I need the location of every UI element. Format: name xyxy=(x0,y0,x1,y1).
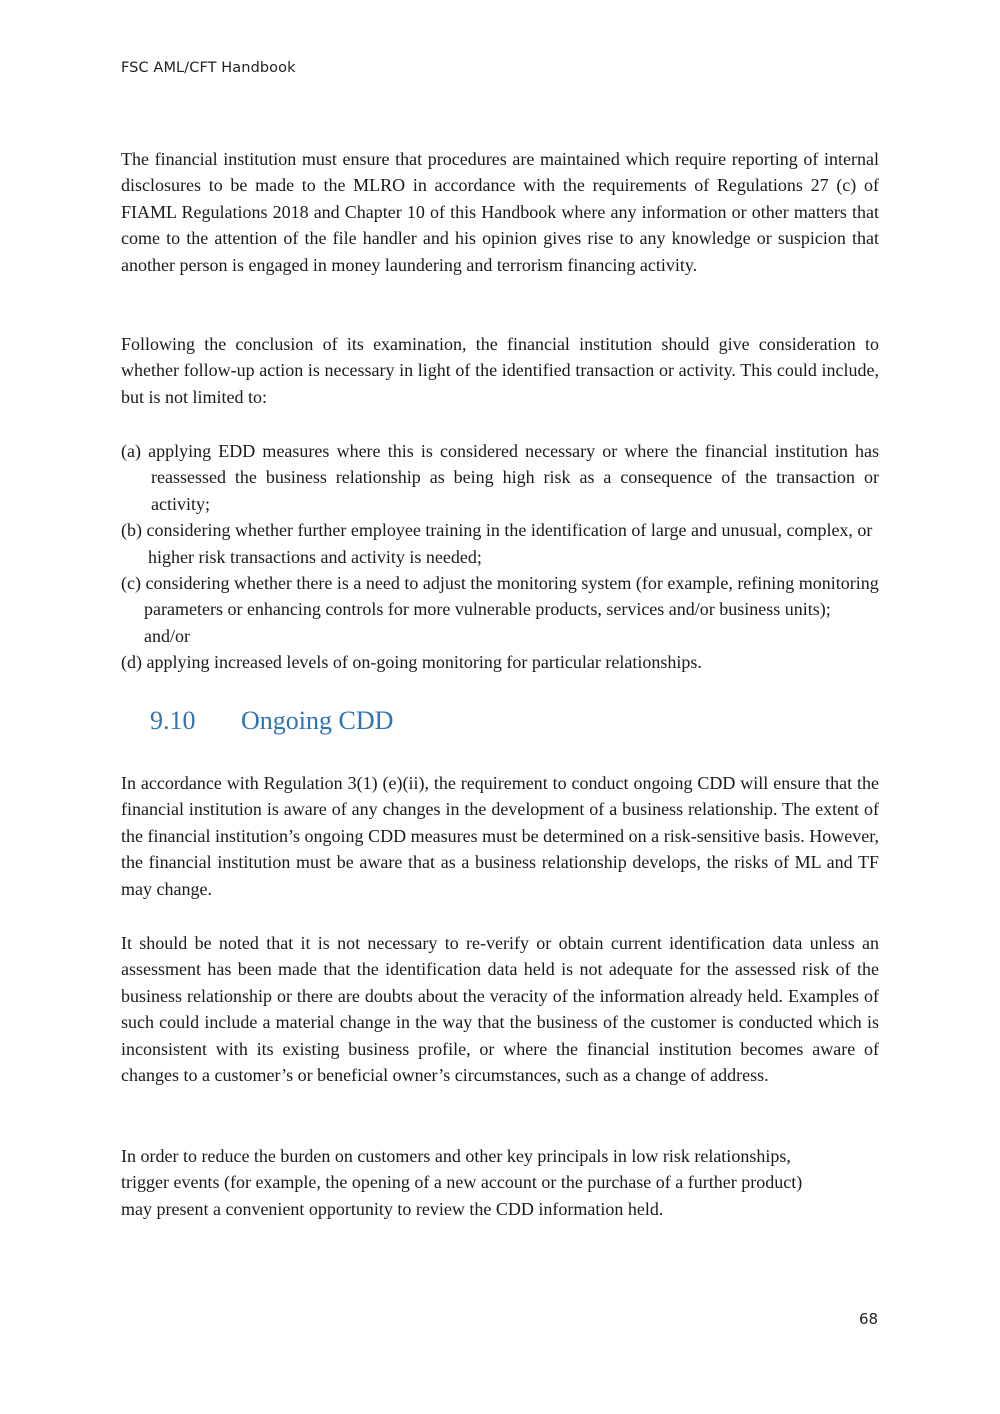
list-item: (b) considering whether further employee training in the identification of large and unusual, complex, or higher risk transactions and activity is needed; xyxy=(121,520,873,567)
paragraph-line: trigger events (for example, the opening of a new account or the purchase of a further product) xyxy=(121,1172,803,1193)
page-number: 68 xyxy=(859,1310,879,1328)
section-title: Ongoing CDD xyxy=(241,706,394,735)
section-number: 9.10 xyxy=(150,706,196,735)
paragraph-line: may present a convenient opportunity to review the CDD information held. xyxy=(121,1198,664,1219)
paragraph-trigger-events xyxy=(121,1143,879,1222)
paragraph-re-verification: It should be noted that it is not necessary to re-verify or obtain current identification data unless an assessment has been made that the identification data held is not adequate for the assessed risk of the business relationship or there are doubts about the veracity of the information already held. Examples of such could include a material change in the way that the business of the customer is conducted which is inconsistent with its existing business profile, or where the financial institution becomes aware of changes to a customer’s or beneficial owner’s circumstances, such as a change of address. xyxy=(121,933,879,1086)
paragraph-ongoing-cdd: In accordance with Regulation 3(1) (e)(ii), the requirement to conduct ongoing CDD will ensure that the financial institution is aware of any changes in the development of a business relationship. The extent of the financial institution’s ongoing CDD measures must be determined on a risk-sensitive basis. However, the financial institution must be aware that as a business relationship develops, the risks of ML and TF may change. xyxy=(121,773,879,899)
list-item: (d) applying increased levels of on-going monitoring for particular relationships. xyxy=(121,652,702,673)
list-item: (c) considering whether there is a need to adjust the monitoring system (for example, refining monitoring parameters or enhancing controls for more vulnerable products, services and/or business units); and/or xyxy=(121,573,879,646)
running-header: FSC AML/CFT Handbook xyxy=(121,60,296,76)
follow-up-actions-list xyxy=(121,438,879,676)
list-item: (a) applying EDD measures where this is considered necessary or where the financial institution has reassessed the business relationship as being high risk as a consequence of the transaction or activity; xyxy=(121,441,879,514)
paragraph-follow-up-action: Following the conclusion of its examination, the financial institution should give consideration to whether follow-up action is necessary in light of the identified transaction or activity. This could include, but is not limited to: xyxy=(121,334,879,407)
section-heading xyxy=(150,706,393,736)
paragraph-internal-disclosures: The financial institution must ensure that procedures are maintained which require reporting of internal disclosures to be made to the MLRO in accordance with the requirements of Regulations 27 (c) of FIAML Regulations 2018 and Chapter 10 of this Handbook where any information or other matters that come to the attention of the file handler and his opinion gives rise to any knowledge or suspicion that another person is engaged in money laundering and terrorism financing activity. xyxy=(121,149,879,275)
paragraph-line: In order to reduce the burden on customers and other key principals in low risk relationships, xyxy=(121,1146,791,1166)
